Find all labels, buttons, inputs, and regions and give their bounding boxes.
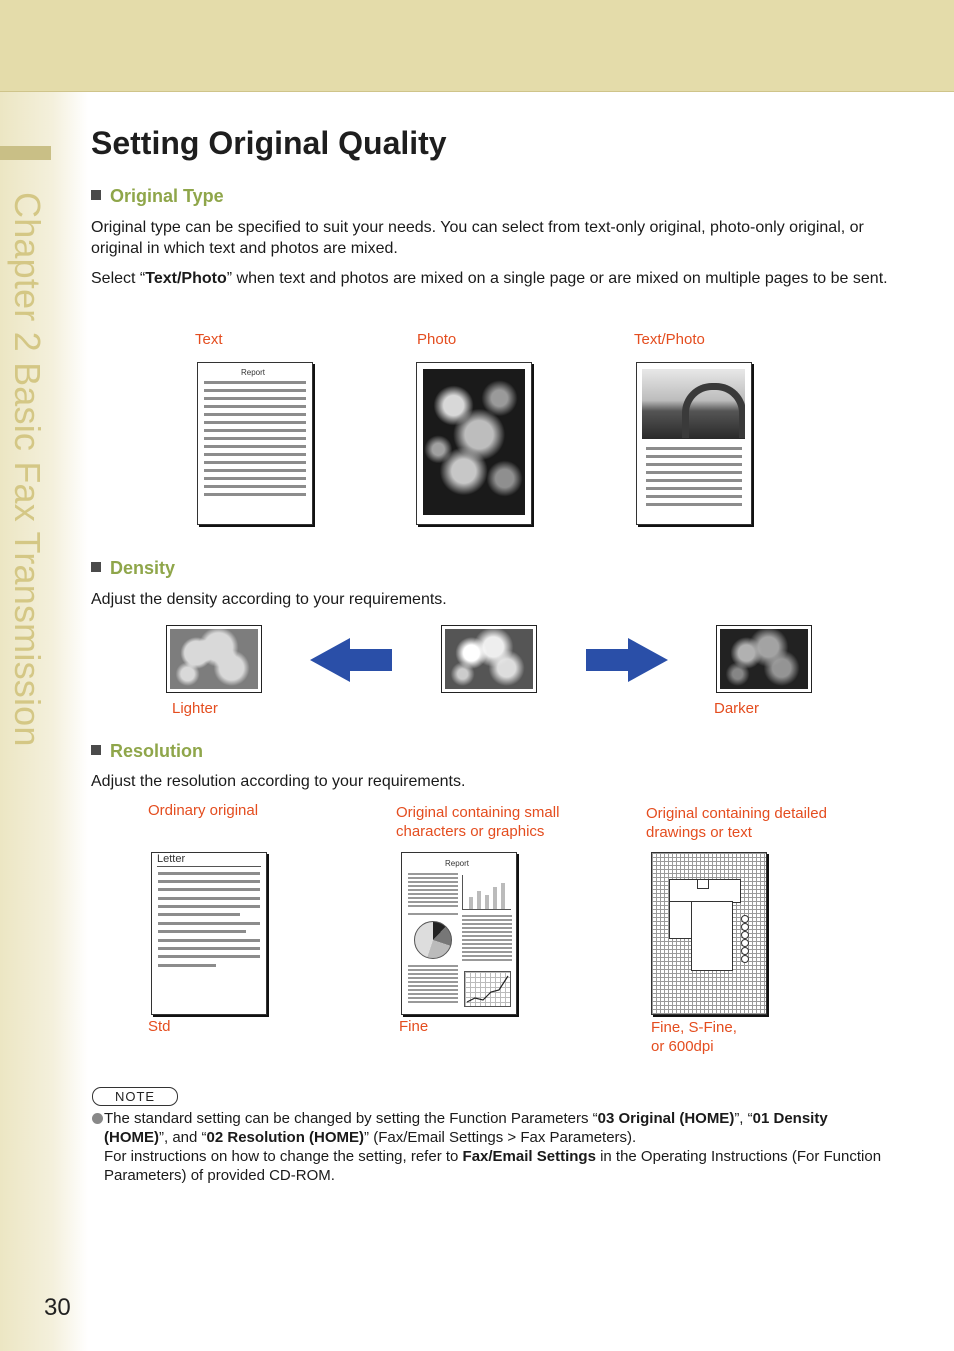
- density-darker-image: [716, 625, 812, 693]
- text-original-image: [197, 362, 313, 525]
- letter-caption: Letter: [157, 853, 186, 865]
- original-type-para1: Original type can be specified to suit your needs. You can select from text-only original, photo-only original, or original in which text and photos are mixed.: [91, 219, 864, 257]
- chapter-tab: [0, 146, 51, 160]
- density-normal-image: [441, 625, 537, 693]
- section-original-type: Original Type: [91, 186, 224, 207]
- report-caption: Report: [445, 859, 470, 868]
- bullet-icon: [92, 1113, 103, 1124]
- section-resolution: Resolution: [91, 741, 203, 762]
- density-para: Adjust the density according to your requirements.: [91, 591, 447, 608]
- photo-original-image: [416, 362, 532, 525]
- label-ordinary-original: Ordinary original: [148, 802, 259, 819]
- square-bullet-icon: [91, 745, 101, 755]
- arrow-right-icon: [584, 638, 668, 682]
- note-text: The standard setting can be changed by setting the Function Parameters “03 Original (HOME)”, “01 Density (HOME)”, and “02 Resolution (HOME)” (Fax/Email Settings > Fax Parameters). For instructions on how to change the setting, refer to Fax/Email Settings in the Operating Instructions (For Function Parameters) of provided CD-ROM.: [104, 1110, 882, 1184]
- section-density: Density: [91, 558, 175, 579]
- label-fine: Fine: [399, 1018, 429, 1035]
- square-bullet-icon: [91, 562, 101, 572]
- label-text: Text: [195, 331, 223, 348]
- label-detailed-drawings: Original containing detailed drawings or text: [646, 805, 827, 841]
- page-number: 30: [44, 1294, 71, 1321]
- arrow-left-icon: [310, 638, 394, 682]
- note-label: NOTE: [92, 1087, 178, 1106]
- resolution-para: Adjust the resolution according to your requirements.: [91, 773, 466, 790]
- label-photo: Photo: [417, 331, 457, 348]
- density-lighter-image: [166, 625, 262, 693]
- square-bullet-icon: [91, 190, 101, 200]
- text-photo-original-image: [636, 362, 752, 525]
- report-original-image: [401, 852, 517, 1015]
- label-fine-sfine-600: Fine, S-Fine, or 600dpi: [651, 1019, 737, 1055]
- letter-original-image: [151, 852, 267, 1015]
- header-band: [0, 0, 954, 92]
- label-text-photo: Text/Photo: [634, 331, 705, 348]
- chapter-title: Chapter 2 Basic Fax Transmission: [7, 192, 48, 747]
- original-type-para2: Select “Text/Photo” when text and photos are mixed on a single page or are mixed on multiple pages to be sent.: [91, 270, 888, 287]
- report-caption: Report: [241, 368, 266, 377]
- label-lighter: Lighter: [172, 700, 218, 717]
- label-std: Std: [148, 1018, 171, 1035]
- label-darker: Darker: [714, 700, 760, 717]
- label-small-characters: Original containing small characters or graphics: [396, 804, 560, 840]
- page-title: Setting Original Quality: [91, 125, 447, 161]
- detailed-drawing-image: [651, 852, 767, 1015]
